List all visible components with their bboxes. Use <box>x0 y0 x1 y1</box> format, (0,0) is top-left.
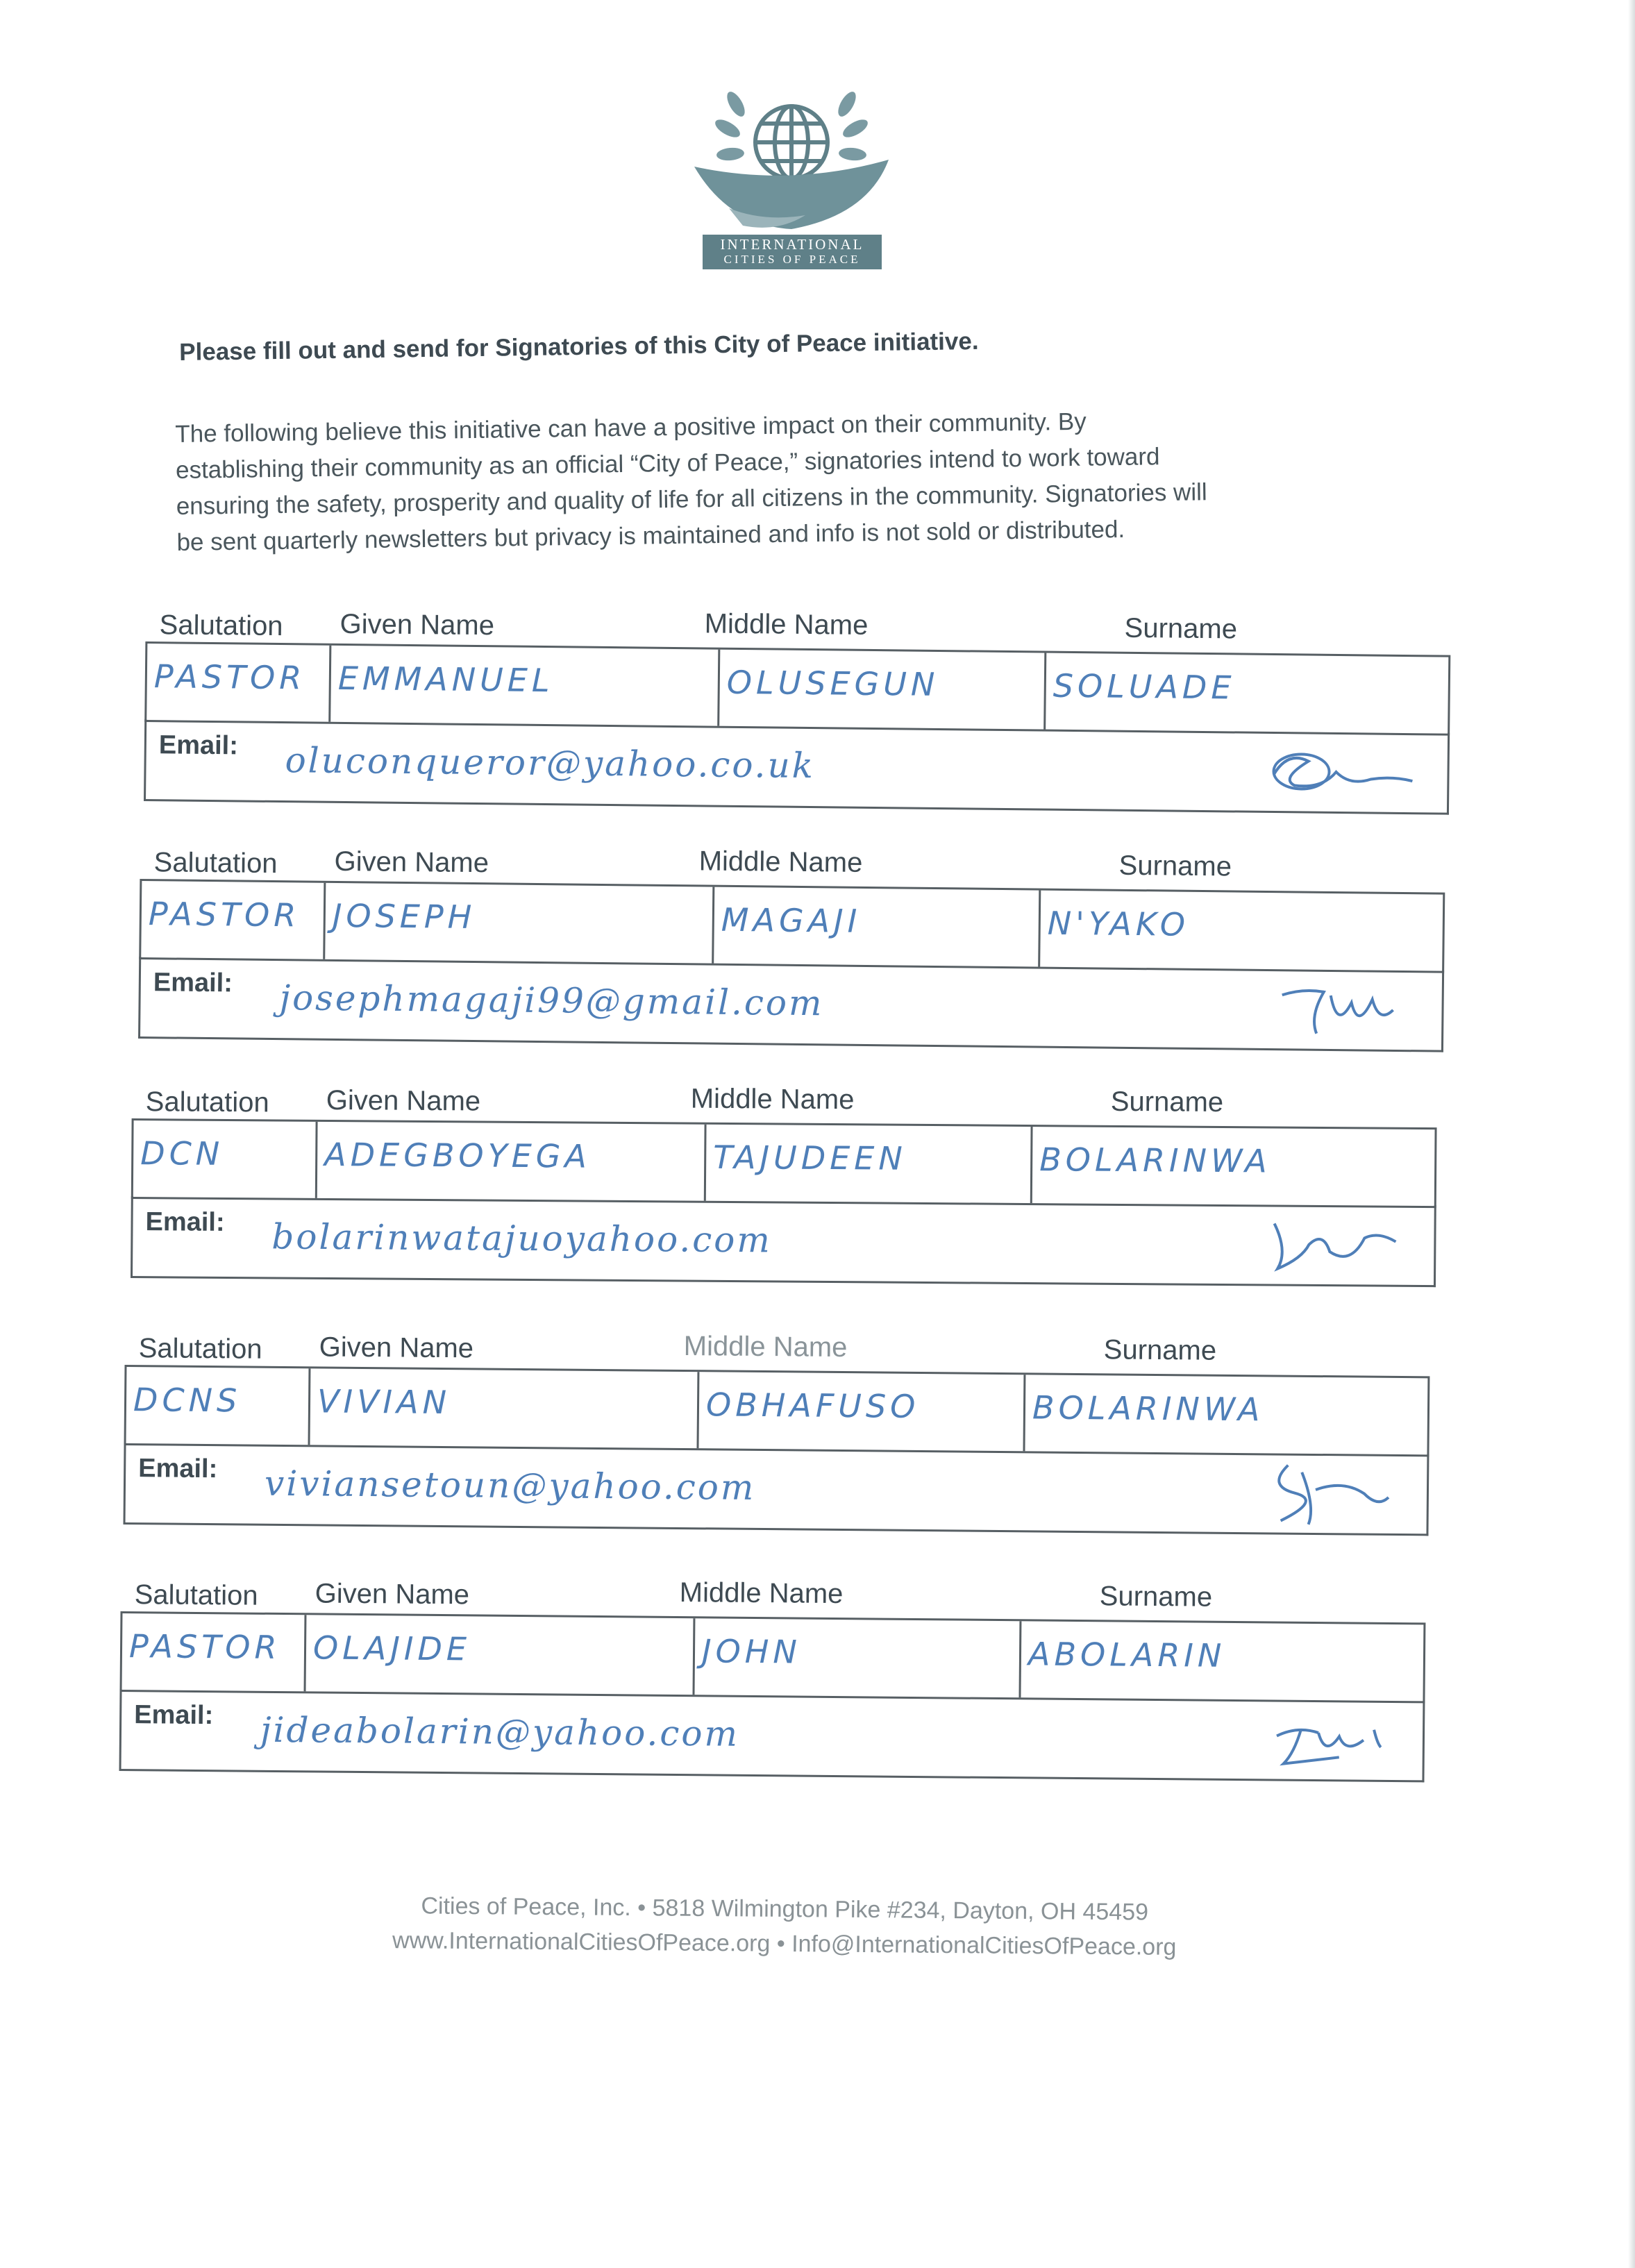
given-name-field[interactable] <box>306 1615 696 1695</box>
email-value: bolarinwatajuoyahoo.com <box>271 1216 772 1261</box>
salutation-value: DCN <box>140 1134 224 1173</box>
email-field[interactable] <box>131 1196 1436 1287</box>
surname-label: Surname <box>1124 612 1238 645</box>
given-name-value: VIVIAN <box>317 1382 451 1422</box>
salutation-label: Salutation <box>134 1579 258 1611</box>
given-name-field[interactable] <box>310 1368 700 1448</box>
surname-value: ABOLARIN <box>1028 1635 1226 1674</box>
email-value: viviansetoun@yahoo.com <box>264 1463 756 1508</box>
logo-line-2: CITIES OF PEACE <box>723 253 861 266</box>
page-heading: Please fill out and send for Signatories of this City of Peace initiative. <box>179 327 979 366</box>
salutation-label: Salutation <box>153 847 278 880</box>
surname-label: Surname <box>1103 1334 1217 1366</box>
middle-name-label: Middle Name <box>698 846 863 878</box>
middle-name-label: Middle Name <box>683 1331 848 1363</box>
signature <box>1246 1209 1407 1280</box>
given-name-label: Given Name <box>339 608 495 641</box>
surname-field[interactable] <box>1025 1375 1427 1454</box>
salutation-field[interactable] <box>126 1367 311 1445</box>
salutation-label: Salutation <box>145 1086 269 1118</box>
name-row <box>119 1611 1425 1703</box>
signature <box>1259 737 1420 807</box>
surname-value: BOLARINWA <box>1032 1388 1264 1429</box>
email-field[interactable] <box>119 1689 1425 1782</box>
salutation-field[interactable] <box>146 644 331 722</box>
middle-name-field[interactable] <box>719 650 1046 730</box>
intro-line: The following believe this initiative can have a positive impact on their community. By <box>175 408 1087 448</box>
given-name-label: Given Name <box>319 1332 474 1364</box>
salutation-value: DCNS <box>133 1381 242 1420</box>
given-name-field[interactable] <box>317 1122 707 1201</box>
signatory-block-1 <box>144 603 1451 804</box>
salutation-field[interactable] <box>133 1120 318 1198</box>
email-field[interactable] <box>144 719 1450 815</box>
given-name-value: EMMANUEL <box>337 659 554 700</box>
intro-line: ensuring the safety, prosperity and quality of life for all citizens in the community. Signatories will <box>176 478 1207 520</box>
given-name-field[interactable] <box>325 883 714 964</box>
middle-name-value: JOHN <box>701 1632 802 1671</box>
signature <box>1239 1458 1400 1529</box>
middle-name-label: Middle Name <box>679 1577 844 1610</box>
given-name-field[interactable] <box>330 646 720 726</box>
email-field[interactable] <box>124 1443 1429 1536</box>
surname-field[interactable] <box>1021 1621 1423 1701</box>
middle-name-field[interactable] <box>706 1125 1033 1203</box>
salutation-label: Salutation <box>138 1333 262 1365</box>
signatory-block-3 <box>131 1080 1437 1276</box>
middle-name-field[interactable] <box>714 887 1041 967</box>
email-label: Email: <box>134 1700 214 1731</box>
given-name-label: Given Name <box>334 846 489 879</box>
name-row <box>124 1365 1429 1456</box>
salutation-label: Salutation <box>159 610 283 642</box>
middle-name-label: Middle Name <box>690 1083 855 1116</box>
email-label: Email: <box>145 1207 225 1237</box>
middle-name-field[interactable] <box>694 1618 1021 1697</box>
email-label: Email: <box>138 1454 218 1484</box>
email-label: Email: <box>153 968 233 998</box>
surname-value: SOLUADE <box>1053 666 1236 707</box>
footer-address: Cities of Peace, Inc. • 5818 Wilmington Pike #234, Dayton, OH 45459 <box>421 1892 1149 1926</box>
surname-field[interactable] <box>1032 1127 1435 1206</box>
middle-name-value: TAJUDEEN <box>713 1138 907 1177</box>
email-value: oluconqueror@yahoo.co.uk <box>285 740 816 787</box>
email-label: Email: <box>158 730 239 761</box>
email-value: josephmagaji99@gmail.com <box>279 977 824 1024</box>
signature <box>1235 1704 1395 1775</box>
logo-line-1: INTERNATIONAL <box>720 236 864 253</box>
middle-name-label: Middle Name <box>704 608 869 641</box>
salutation-field[interactable] <box>122 1613 307 1691</box>
salutation-value: PASTOR <box>128 1627 281 1667</box>
footer <box>278 1888 1292 1966</box>
middle-name-value: MAGAJI <box>721 900 862 940</box>
signature <box>1254 974 1414 1045</box>
salutation-value: PASTOR <box>153 657 306 697</box>
signatory-block-2 <box>138 840 1445 1041</box>
footer-contact-links[interactable]: www.InternationalCitiesOfPeace.org • Info@InternationalCitiesOfPeace.org <box>392 1927 1177 1960</box>
surname-value: N'YAKO <box>1047 904 1190 943</box>
email-field[interactable] <box>138 957 1444 1052</box>
given-name-value: JOSEPH <box>332 896 476 936</box>
signatory-block-4 <box>124 1326 1430 1524</box>
surname-label: Surname <box>1099 1581 1213 1613</box>
given-name-label: Given Name <box>315 1578 470 1611</box>
name-row <box>131 1118 1437 1208</box>
email-value: jideabolarin@yahoo.com <box>260 1709 740 1754</box>
surname-value: BOLARINWA <box>1039 1141 1271 1180</box>
intro-line: be sent quarterly newsletters but privacy is maintained and info is not sold or distributed. <box>176 515 1125 556</box>
salutation-value: PASTOR <box>148 895 301 934</box>
surname-label: Surname <box>1118 850 1232 882</box>
given-name-value: ADEGBOYEGA <box>324 1135 592 1175</box>
signatory-block-5 <box>119 1572 1426 1771</box>
middle-name-field[interactable] <box>698 1372 1025 1451</box>
surname-label: Surname <box>1110 1086 1224 1118</box>
middle-name-value: OLUSEGUN <box>726 663 939 703</box>
surname-field[interactable] <box>1040 891 1443 971</box>
intro-paragraph <box>175 399 1413 561</box>
given-name-value: OLAJIDE <box>312 1629 471 1668</box>
surname-field[interactable] <box>1046 653 1448 734</box>
middle-name-value: OBHAFUSO <box>705 1386 920 1425</box>
logo-wordmark <box>703 235 882 269</box>
salutation-field[interactable] <box>141 881 326 959</box>
intro-line: establishing their community as an official “City of Peace,” signatories intend to work toward <box>175 443 1160 484</box>
page-edge-shadow <box>1628 0 1635 2268</box>
given-name-label: Given Name <box>326 1084 481 1117</box>
